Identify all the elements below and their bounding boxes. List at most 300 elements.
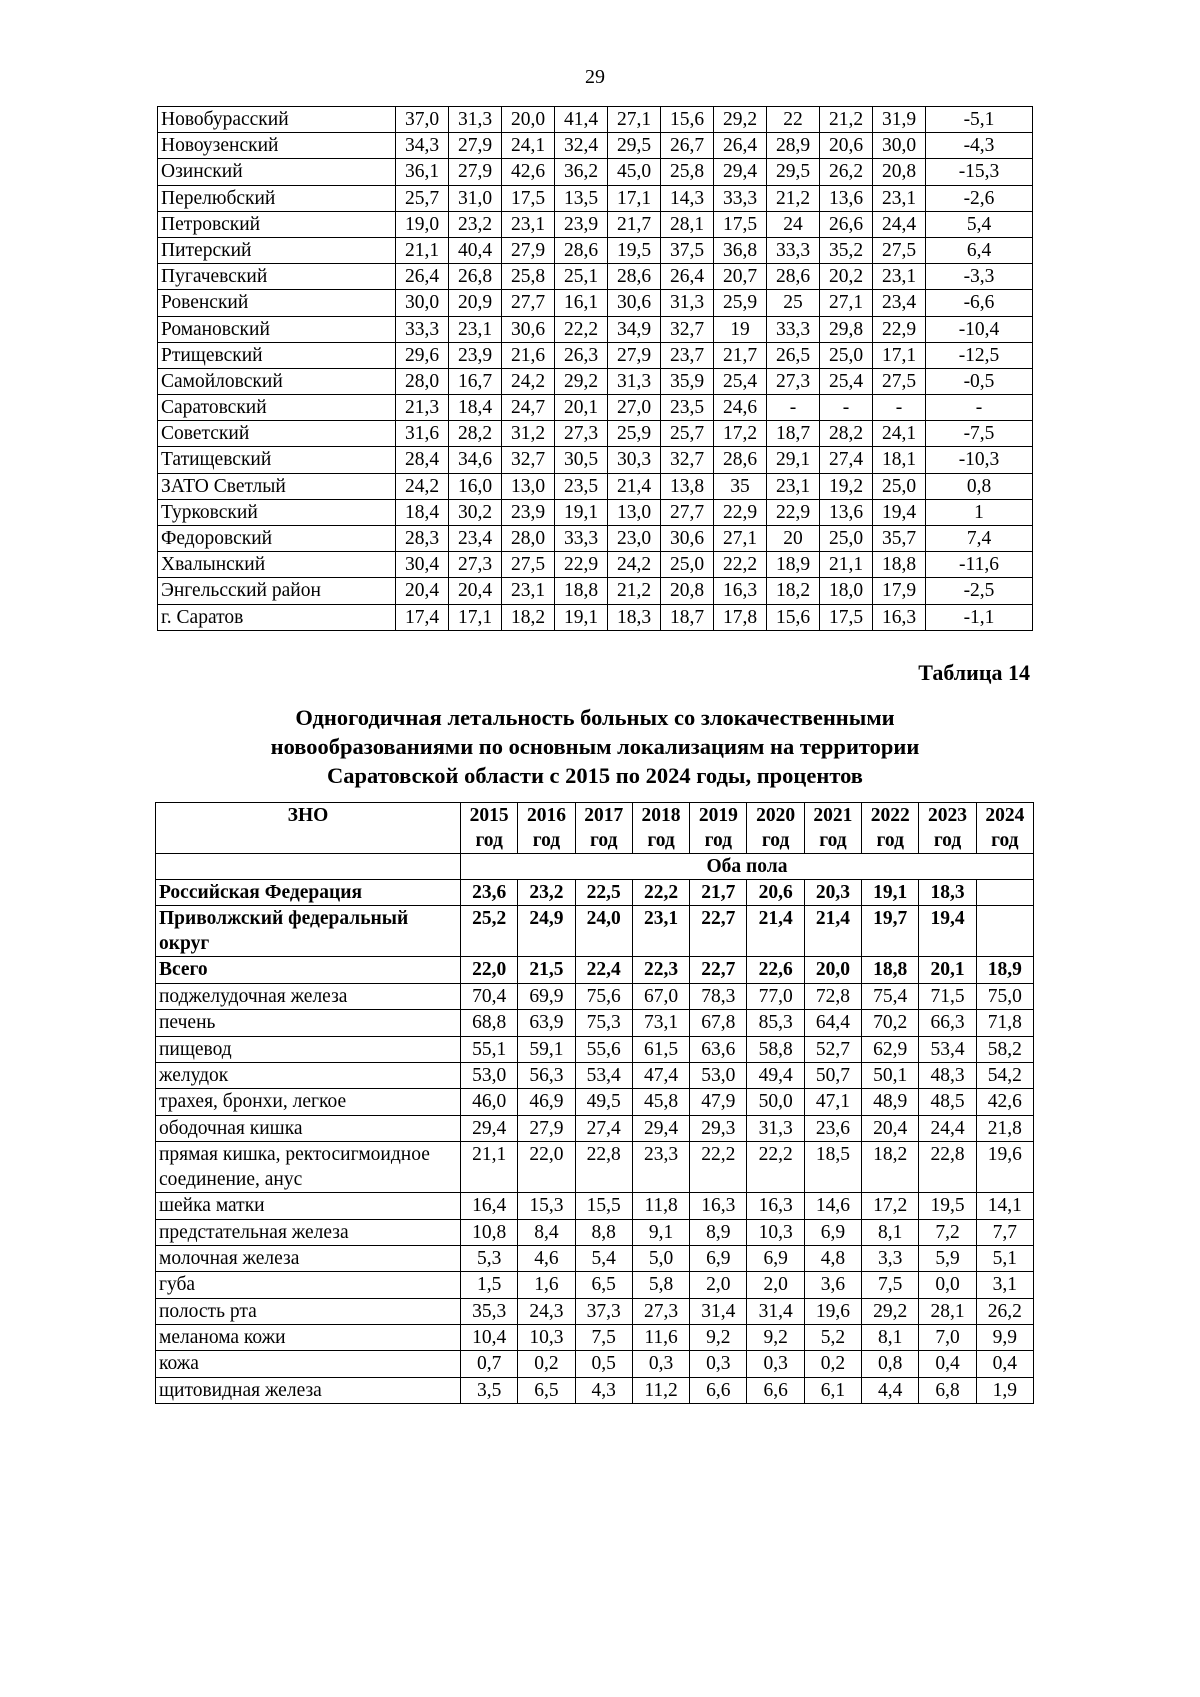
- value-cell: 7,5: [862, 1272, 919, 1298]
- value-cell: 67,0: [632, 983, 689, 1009]
- value-cell: 22,2: [714, 552, 767, 578]
- table-row: [156, 1219, 1034, 1245]
- value-cell: 21,2: [820, 107, 873, 133]
- value-cell: 47,1: [804, 1089, 861, 1115]
- year-label: 2017: [584, 805, 624, 826]
- localization-name: прямая кишка, ректосигмоидное соединение, анус: [156, 1142, 461, 1193]
- value-cell: 21,5: [518, 957, 575, 983]
- value-cell: 61,5: [632, 1036, 689, 1062]
- value-cell: 13,8: [661, 473, 714, 499]
- value-cell: 23,4: [449, 526, 502, 552]
- value-cell: 17,1: [449, 604, 502, 630]
- value-cell: 31,3: [661, 290, 714, 316]
- value-cell: 47,4: [632, 1062, 689, 1088]
- value-cell: 20,1: [555, 395, 608, 421]
- value-cell: 0,0: [919, 1272, 976, 1298]
- localization-name: поджелудочная железа: [156, 983, 461, 1009]
- value-cell: 68,8: [461, 1010, 518, 1036]
- value-cell: 23,1: [449, 316, 502, 342]
- value-cell: 23,1: [632, 906, 689, 957]
- value-cell: 26,2: [976, 1298, 1033, 1324]
- change-cell: -2,5: [926, 578, 1033, 604]
- value-cell: [976, 880, 1033, 906]
- value-cell: 59,1: [518, 1036, 575, 1062]
- value-cell: 18,9: [767, 552, 820, 578]
- value-cell: 20,8: [661, 578, 714, 604]
- value-cell: 1,6: [518, 1272, 575, 1298]
- localization-name: ободочная кишка: [156, 1115, 461, 1141]
- value-cell: 21,2: [767, 185, 820, 211]
- value-cell: 3,6: [804, 1272, 861, 1298]
- value-cell: 24,4: [919, 1115, 976, 1141]
- value-cell: 9,9: [976, 1325, 1033, 1351]
- value-cell: 32,4: [555, 133, 608, 159]
- table-row: [158, 578, 1033, 604]
- table-row: [156, 983, 1034, 1009]
- district-table: [157, 106, 1033, 631]
- value-cell: 22: [767, 107, 820, 133]
- title-line: Одногодичная летальность больных со злокачественными: [295, 705, 895, 730]
- value-cell: 62,9: [862, 1036, 919, 1062]
- value-cell: 20,4: [862, 1115, 919, 1141]
- district-name: Новобурасский: [158, 107, 396, 133]
- section-row: [156, 854, 1034, 880]
- table-row: [158, 237, 1033, 263]
- change-cell: -10,4: [926, 316, 1033, 342]
- value-cell: 32,7: [502, 447, 555, 473]
- value-cell: 16,0: [449, 473, 502, 499]
- value-cell: 3,5: [461, 1377, 518, 1403]
- value-cell: 16,3: [873, 604, 926, 630]
- value-cell: 30,5: [555, 447, 608, 473]
- change-cell: -5,1: [926, 107, 1033, 133]
- value-cell: 31,3: [449, 107, 502, 133]
- table-row: [158, 264, 1033, 290]
- table-row: [156, 1298, 1034, 1324]
- value-cell: 17,2: [862, 1193, 919, 1219]
- value-cell: 85,3: [747, 1010, 804, 1036]
- table-row: [156, 1325, 1034, 1351]
- value-cell: 21,4: [608, 473, 661, 499]
- value-cell: 18,4: [396, 499, 449, 525]
- value-cell: 9,2: [690, 1325, 747, 1351]
- value-cell: 16,3: [747, 1193, 804, 1219]
- value-cell: 19,2: [820, 473, 873, 499]
- value-cell: 27,3: [632, 1298, 689, 1324]
- value-cell: 30,0: [873, 133, 926, 159]
- value-cell: 31,9: [873, 107, 926, 133]
- table-row: [158, 290, 1033, 316]
- change-cell: -10,3: [926, 447, 1033, 473]
- district-name: Ровенский: [158, 290, 396, 316]
- value-cell: 20,2: [820, 264, 873, 290]
- localization-name: трахея, бронхи, легкое: [156, 1089, 461, 1115]
- header-zno: ЗНО: [156, 803, 461, 854]
- value-cell: 7,2: [919, 1219, 976, 1245]
- change-cell: -0,5: [926, 368, 1033, 394]
- table-row: [156, 1115, 1034, 1141]
- table-row: [158, 473, 1033, 499]
- value-cell: 58,2: [976, 1036, 1033, 1062]
- value-cell: 1,9: [976, 1377, 1033, 1403]
- value-cell: 25,9: [714, 290, 767, 316]
- value-cell: 64,4: [804, 1010, 861, 1036]
- value-cell: 0,3: [747, 1351, 804, 1377]
- value-cell: 30,0: [396, 290, 449, 316]
- value-cell: [976, 906, 1033, 957]
- value-cell: 25,8: [502, 264, 555, 290]
- value-cell: 3,1: [976, 1272, 1033, 1298]
- value-cell: 19,5: [608, 237, 661, 263]
- value-cell: 5,4: [575, 1245, 632, 1271]
- value-cell: 29,4: [714, 159, 767, 185]
- change-cell: -4,3: [926, 133, 1033, 159]
- value-cell: 21,1: [820, 552, 873, 578]
- value-cell: 25,7: [661, 421, 714, 447]
- value-cell: 53,4: [919, 1036, 976, 1062]
- value-cell: 46,9: [518, 1089, 575, 1115]
- value-cell: 42,6: [976, 1089, 1033, 1115]
- change-cell: -: [926, 395, 1033, 421]
- table-row: [156, 1245, 1034, 1271]
- district-name: Советский: [158, 421, 396, 447]
- year-suffix: год: [647, 830, 675, 851]
- value-cell: 23,3: [632, 1142, 689, 1193]
- value-cell: 27,9: [449, 159, 502, 185]
- title-line: новообразованиями по основным локализациям на территории: [270, 734, 920, 759]
- section-label: Оба пола: [461, 854, 1034, 880]
- value-cell: 30,6: [608, 290, 661, 316]
- value-cell: 22,8: [575, 1142, 632, 1193]
- value-cell: 30,3: [608, 447, 661, 473]
- district-name: Саратовский: [158, 395, 396, 421]
- value-cell: 29,2: [555, 368, 608, 394]
- value-cell: 25,9: [608, 421, 661, 447]
- table-row: [158, 604, 1033, 630]
- value-cell: 37,5: [661, 237, 714, 263]
- value-cell: 7,7: [976, 1219, 1033, 1245]
- table-row: [158, 185, 1033, 211]
- value-cell: 28,9: [767, 133, 820, 159]
- value-cell: 24,9: [518, 906, 575, 957]
- value-cell: 34,6: [449, 447, 502, 473]
- value-cell: 21,3: [396, 395, 449, 421]
- value-cell: 5,3: [461, 1245, 518, 1271]
- value-cell: 18,2: [502, 604, 555, 630]
- value-cell: 1,5: [461, 1272, 518, 1298]
- value-cell: 19,7: [862, 906, 919, 957]
- value-cell: 20,7: [714, 264, 767, 290]
- value-cell: 17,1: [873, 342, 926, 368]
- value-cell: 15,6: [767, 604, 820, 630]
- year-suffix: год: [991, 830, 1019, 851]
- value-cell: 53,0: [461, 1062, 518, 1088]
- value-cell: 30,4: [396, 552, 449, 578]
- value-cell: 21,6: [502, 342, 555, 368]
- table-row: [156, 1010, 1034, 1036]
- value-cell: 18,9: [976, 957, 1033, 983]
- value-cell: 28,1: [661, 211, 714, 237]
- value-cell: 24,3: [518, 1298, 575, 1324]
- value-cell: 24,1: [502, 133, 555, 159]
- value-cell: 23,9: [555, 211, 608, 237]
- value-cell: 18,4: [449, 395, 502, 421]
- value-cell: 28,6: [555, 237, 608, 263]
- district-name: Новоузенский: [158, 133, 396, 159]
- value-cell: 23,9: [449, 342, 502, 368]
- value-cell: 19: [714, 316, 767, 342]
- value-cell: 17,2: [714, 421, 767, 447]
- value-cell: 17,5: [502, 185, 555, 211]
- value-cell: 53,4: [575, 1062, 632, 1088]
- title-line: Саратовской области с 2015 по 2024 годы, процентов: [327, 763, 863, 788]
- localization-name: пищевод: [156, 1036, 461, 1062]
- value-cell: 7,5: [575, 1325, 632, 1351]
- value-cell: 75,4: [862, 983, 919, 1009]
- value-cell: 23,9: [502, 499, 555, 525]
- localization-name: меланома кожи: [156, 1325, 461, 1351]
- value-cell: 30,6: [502, 316, 555, 342]
- value-cell: 42,6: [502, 159, 555, 185]
- value-cell: 13,6: [820, 499, 873, 525]
- value-cell: 33,3: [767, 316, 820, 342]
- value-cell: 26,5: [767, 342, 820, 368]
- value-cell: 33,3: [714, 185, 767, 211]
- value-cell: 25,8: [661, 159, 714, 185]
- value-cell: 33,3: [396, 316, 449, 342]
- value-cell: 16,1: [555, 290, 608, 316]
- value-cell: 25: [767, 290, 820, 316]
- value-cell: 16,4: [461, 1193, 518, 1219]
- value-cell: 22,9: [767, 499, 820, 525]
- value-cell: 27,3: [555, 421, 608, 447]
- value-cell: 24,7: [502, 395, 555, 421]
- value-cell: 35,7: [873, 526, 926, 552]
- value-cell: 19,1: [555, 604, 608, 630]
- change-cell: -12,5: [926, 342, 1033, 368]
- value-cell: 55,6: [575, 1036, 632, 1062]
- value-cell: 24,2: [396, 473, 449, 499]
- value-cell: 6,9: [747, 1245, 804, 1271]
- value-cell: 27,7: [661, 499, 714, 525]
- value-cell: 18,8: [555, 578, 608, 604]
- value-cell: -: [820, 395, 873, 421]
- value-cell: 28,6: [714, 447, 767, 473]
- year-suffix: год: [532, 830, 561, 851]
- value-cell: 41,4: [555, 107, 608, 133]
- year-label: 2023: [928, 805, 968, 826]
- district-name: Перелюбский: [158, 185, 396, 211]
- value-cell: 32,7: [661, 447, 714, 473]
- value-cell: 24,2: [608, 552, 661, 578]
- value-cell: 45,8: [632, 1089, 689, 1115]
- value-cell: 18,8: [873, 552, 926, 578]
- value-cell: 19,0: [396, 211, 449, 237]
- value-cell: 26,6: [820, 211, 873, 237]
- header-year: [690, 803, 747, 854]
- district-name: Энгельсский район: [158, 578, 396, 604]
- value-cell: 21,7: [714, 342, 767, 368]
- localization-name: Российская Федерация: [156, 880, 461, 906]
- value-cell: 27,0: [608, 395, 661, 421]
- value-cell: 17,9: [873, 578, 926, 604]
- table-row: [158, 107, 1033, 133]
- value-cell: 10,8: [461, 1219, 518, 1245]
- page-number: 29: [585, 66, 605, 88]
- year-suffix: год: [475, 830, 503, 851]
- value-cell: 14,1: [976, 1193, 1033, 1219]
- value-cell: 8,4: [518, 1219, 575, 1245]
- value-cell: 35,9: [661, 368, 714, 394]
- table-row: [156, 1193, 1034, 1219]
- table-row: [158, 447, 1033, 473]
- value-cell: 5,9: [919, 1245, 976, 1271]
- district-name: Озинский: [158, 159, 396, 185]
- value-cell: 19,5: [919, 1193, 976, 1219]
- value-cell: 19,6: [976, 1142, 1033, 1193]
- value-cell: 18,2: [862, 1142, 919, 1193]
- value-cell: 27,9: [502, 237, 555, 263]
- district-name: ЗАТО Светлый: [158, 473, 396, 499]
- value-cell: 6,9: [690, 1245, 747, 1271]
- district-name: Федоровский: [158, 526, 396, 552]
- value-cell: 22,4: [575, 957, 632, 983]
- value-cell: 28,2: [449, 421, 502, 447]
- value-cell: 58,8: [747, 1036, 804, 1062]
- value-cell: 20,4: [449, 578, 502, 604]
- value-cell: 48,5: [919, 1089, 976, 1115]
- value-cell: 53,0: [690, 1062, 747, 1088]
- value-cell: 0,3: [632, 1351, 689, 1377]
- year-suffix: год: [761, 830, 790, 851]
- value-cell: 18,0: [820, 578, 873, 604]
- value-cell: 26,2: [820, 159, 873, 185]
- value-cell: 20,0: [804, 957, 861, 983]
- value-cell: 34,3: [396, 133, 449, 159]
- value-cell: 31,3: [608, 368, 661, 394]
- value-cell: 46,0: [461, 1089, 518, 1115]
- value-cell: 9,2: [747, 1325, 804, 1351]
- table-row: [158, 133, 1033, 159]
- localization-name: предстательная железа: [156, 1219, 461, 1245]
- value-cell: 24,4: [873, 211, 926, 237]
- value-cell: 30,2: [449, 499, 502, 525]
- value-cell: 29,3: [690, 1115, 747, 1141]
- value-cell: 20,3: [804, 880, 861, 906]
- value-cell: 25,0: [820, 526, 873, 552]
- value-cell: 50,7: [804, 1062, 861, 1088]
- value-cell: 31,0: [449, 185, 502, 211]
- value-cell: 22,2: [555, 316, 608, 342]
- value-cell: 25,1: [555, 264, 608, 290]
- value-cell: 6,1: [804, 1377, 861, 1403]
- value-cell: 29,2: [714, 107, 767, 133]
- value-cell: 18,8: [862, 957, 919, 983]
- value-cell: 37,0: [396, 107, 449, 133]
- value-cell: 5,0: [632, 1245, 689, 1271]
- value-cell: 73,1: [632, 1010, 689, 1036]
- value-cell: 26,4: [661, 264, 714, 290]
- year-label: 2022: [870, 805, 910, 826]
- district-name: Петровский: [158, 211, 396, 237]
- value-cell: 8,8: [575, 1219, 632, 1245]
- change-cell: 1: [926, 499, 1033, 525]
- value-cell: 8,9: [690, 1219, 747, 1245]
- value-cell: 23,1: [873, 185, 926, 211]
- value-cell: 20,1: [919, 957, 976, 983]
- value-cell: 78,3: [690, 983, 747, 1009]
- value-cell: 10,3: [747, 1219, 804, 1245]
- value-cell: 20,4: [396, 578, 449, 604]
- value-cell: 8,1: [862, 1219, 919, 1245]
- value-cell: 8,1: [862, 1325, 919, 1351]
- value-cell: 54,2: [976, 1062, 1033, 1088]
- value-cell: 0,4: [976, 1351, 1033, 1377]
- table-row: [156, 1036, 1034, 1062]
- table-row: [158, 368, 1033, 394]
- localization-name: молочная железа: [156, 1245, 461, 1271]
- table-row: [156, 880, 1034, 906]
- year-suffix: год: [704, 830, 733, 851]
- value-cell: 4,6: [518, 1245, 575, 1271]
- value-cell: 28,4: [396, 447, 449, 473]
- value-cell: 6,5: [518, 1377, 575, 1403]
- value-cell: 0,7: [461, 1351, 518, 1377]
- table-row: [158, 421, 1033, 447]
- value-cell: 27,5: [873, 237, 926, 263]
- table-row: [156, 1272, 1034, 1298]
- value-cell: 0,2: [518, 1351, 575, 1377]
- value-cell: 75,0: [976, 983, 1033, 1009]
- value-cell: 30,6: [661, 526, 714, 552]
- value-cell: 71,5: [919, 983, 976, 1009]
- value-cell: 28,1: [919, 1298, 976, 1324]
- value-cell: 32,7: [661, 316, 714, 342]
- value-cell: 5,1: [976, 1245, 1033, 1271]
- value-cell: 25,0: [820, 342, 873, 368]
- value-cell: 6,6: [690, 1377, 747, 1403]
- value-cell: 26,4: [714, 133, 767, 159]
- value-cell: 27,1: [608, 107, 661, 133]
- value-cell: 33,3: [555, 526, 608, 552]
- value-cell: 21,1: [461, 1142, 518, 1193]
- value-cell: 0,3: [690, 1351, 747, 1377]
- year-label: 2016: [526, 805, 566, 826]
- district-name: Турковский: [158, 499, 396, 525]
- value-cell: 71,8: [976, 1010, 1033, 1036]
- table-title: [160, 703, 1030, 790]
- value-cell: 55,1: [461, 1036, 518, 1062]
- value-cell: 21,2: [608, 578, 661, 604]
- change-cell: 7,4: [926, 526, 1033, 552]
- value-cell: 77,0: [747, 983, 804, 1009]
- table-row: [156, 1351, 1034, 1377]
- value-cell: 69,9: [518, 983, 575, 1009]
- value-cell: 36,2: [555, 159, 608, 185]
- district-name: г. Саратов: [158, 604, 396, 630]
- value-cell: 16,7: [449, 368, 502, 394]
- value-cell: 19,1: [555, 499, 608, 525]
- value-cell: 6,6: [747, 1377, 804, 1403]
- value-cell: 24,6: [714, 395, 767, 421]
- value-cell: 13,0: [608, 499, 661, 525]
- value-cell: 17,8: [714, 604, 767, 630]
- value-cell: 75,6: [575, 983, 632, 1009]
- value-cell: 21,1: [396, 237, 449, 263]
- value-cell: 18,3: [919, 880, 976, 906]
- value-cell: 28,2: [820, 421, 873, 447]
- value-cell: 23,5: [661, 395, 714, 421]
